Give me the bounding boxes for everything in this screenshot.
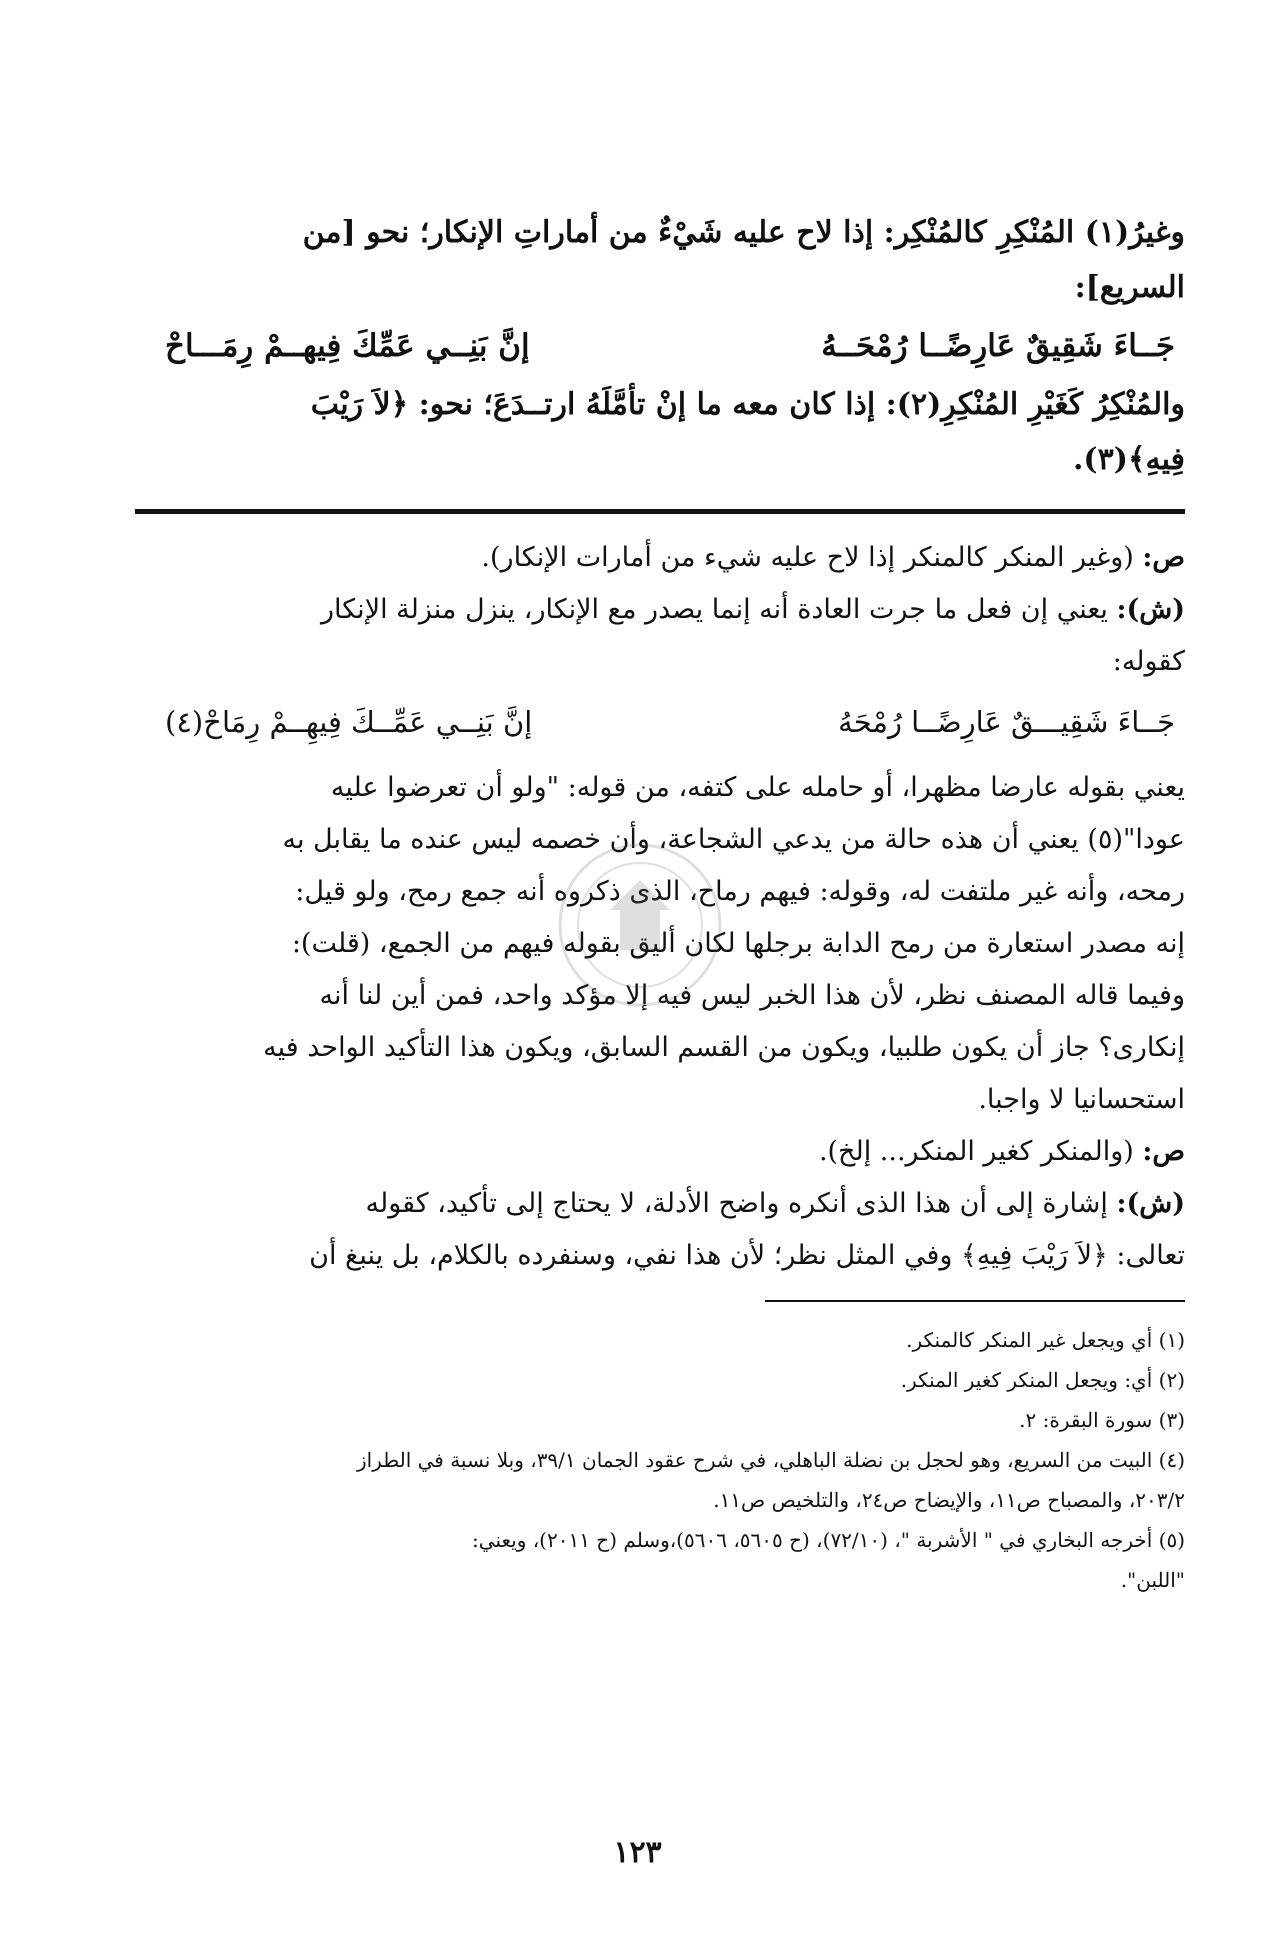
commentary-para-5 [135, 1178, 1185, 1230]
main-text-line-1: وغيرُ(١) المُنْكِرِ كالمُنْكِر: إذا لاح عليه شَيْءٌ من أماراتِ الإنكار؛ نحو [من [302, 215, 1185, 250]
text-label: ص: [1142, 542, 1185, 573]
commentary-para-2-cont: كقوله: [1112, 646, 1185, 677]
commentary-para-4 [135, 1126, 1185, 1178]
main-text-line-3: والمُنْكِرُ كَغَيْرِ المُنْكِرِ(٢): إذا كان معه ما إنْ تأمَّلَهُ ارتــدَعَ؛ نحو: ﴿لاَ رَيْبَ [310, 387, 1185, 422]
main-text-line-2: السريع]: [1074, 270, 1185, 305]
footnote-cont: "اللبن". [1120, 1568, 1185, 1592]
explanation-text: يعني إن فعل ما جرت العادة أنه إنما يصدر مع الإنكار، ينزل منزلة الإنكار [321, 594, 1108, 625]
text-label: ص: [1142, 1136, 1185, 1167]
commentary-para-5-cont: تعالى: ﴿لاَ رَيْبَ فِيهِ﴾ وفي المثل نظر؛ لأن هذا نفي، وسنفرده بالكلام، بل ينبغ أن [309, 1240, 1185, 1271]
footnote: (٥) أخرجه البخاري في " الأشربة "، (٧٢/١٠)، (ح ٥٦٠٥، ٥٦٠٦)،وسلم (ح ٢٠١١)، ويعني: [472, 1528, 1185, 1552]
footnote: (٤) البيت من السريع، وهو لحجل بن نضلة الباهلي، في شرح عقود الجمان ٣٩/١، وبلا نسبة في الطراز [356, 1448, 1185, 1472]
commentary-verse-left-hemistich: إنَّ بَنِــي عَمِّــكَ فِيهِــمْ رِمَاحْ(٤) [165, 705, 533, 739]
quoted-text: (وغير المنكر كالمنكر إذا لاح عليه شيء من أمارات الإنكار). [481, 542, 1134, 573]
library-seal-watermark [555, 840, 725, 1010]
footnote-cont: ٢٠٣/٢، والمصباح ص١١، والإيضاح ص٢٤، والتلخيص ص١١. [713, 1488, 1185, 1512]
footnotes [135, 1320, 1185, 1600]
explanation-label: (ش): [1116, 1188, 1185, 1219]
commentary-para-2 [135, 584, 1185, 636]
section-divider [135, 509, 1185, 514]
footnote: (١) أي ويجعل غير المنكر كالمنكر. [906, 1328, 1185, 1352]
commentary-verse-right-hemistich: جَــاءَ شَقِيـــقٌ عَارِضًــا رُمْحَهُ [838, 705, 1175, 739]
commentary-para-1 [135, 532, 1185, 584]
commentary-para-3-line: استحسانيا لا واجبا. [978, 1084, 1185, 1115]
main-verse-left-hemistich: إنَّ بَنِــي عَمِّكَ فِيهــمْ رِمَـــاحْ [165, 328, 530, 364]
commentary-para-3-line: عودا"(٥) يعني أن هذه حالة من يدعي الشجاعة، وأن خصمه ليس عنده ما يقابل به [282, 824, 1185, 855]
quoted-text: (والمنكر كغير المنكر... إلخ). [818, 1136, 1134, 1167]
main-verse-right-hemistich: جَــاءَ شَقِيقٌ عَارِضًــا رُمْحَــهُ [821, 328, 1175, 364]
main-text-line-4: فِيهِ﴾(٣). [1072, 442, 1185, 477]
footnote: (٢) أي: ويجعل المنكر كغير المنكر. [900, 1368, 1185, 1392]
footnote: (٣) سورة البقرة: ٢. [1019, 1408, 1185, 1432]
explanation-text: إشارة إلى أن هذا الذى أنكره واضح الأدلة، لا يحتاج إلى تأكيد، كقوله [365, 1188, 1108, 1219]
page-number: ١٢٣ [613, 1835, 662, 1870]
commentary-para-3-line: إنه مصدر استعارة من رمح الدابة برجلها لكان أليق بقوله فيهم من الجمع، (قلت): [291, 928, 1185, 959]
commentary-para-3-line: وفيما قاله المصنف نظر، لأن هذا الخبر ليس فيه إلا مؤكد واحد، فمن أين لنا أنه [319, 980, 1185, 1011]
commentary-para-3-line: إنكارى؟ جاز أن يكون طلبيا، ويكون من القسم السابق، ويكون هذا التأكيد الواحد فيه [263, 1032, 1185, 1063]
commentary-para-3-line: رمحه، وأنه غير ملتفت له، وقوله: فيهم رماح، الذى ذكروه أنه جمع رمح، ولو قيل: [295, 876, 1185, 907]
explanation-label: (ش): [1116, 594, 1185, 625]
main-verse [135, 315, 1185, 377]
footnote-divider [765, 1300, 1185, 1302]
commentary-para-3-line: يعني بقوله عارضا مظهرا، أو حامله على كتفه، من قوله: "ولو أن تعرضوا عليه [330, 772, 1185, 803]
commentary-verse [135, 688, 1185, 756]
